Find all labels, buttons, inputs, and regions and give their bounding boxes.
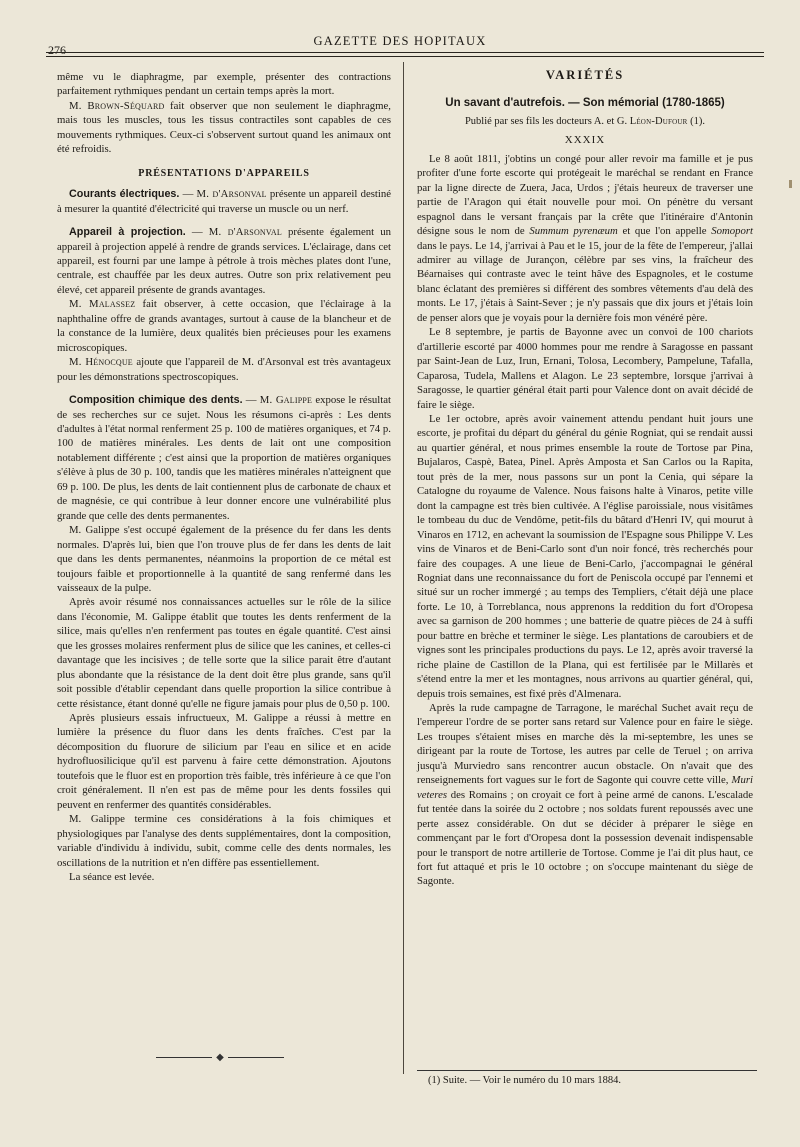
paragraph: même vu le diaphragme, par exemple, présenter des contractions parfaitement rythmiques pendant un certain temps après la mort.	[57, 71, 391, 98]
paragraph-text: des Romains ; on croyait ce fort à peine armé de canons. L'escalade fut tentée dans la soirée du 2 octobre ; nos soldats furent repoussés avec une perte assez considérable. On dut se décider à préparer le siège en commençant par le fort d'Oropesa dont la possession devenait indispensable pour le transport de notre artillerie de Tortose. Comme je l'ai dit plus haut, ce fort fut attaqué et pris le 10 octobre ; on s'occupe maintenant du siège de Sagonte.	[417, 788, 753, 888]
dash: —	[242, 394, 260, 407]
paragraph-text: dans le pays. Le 14, j'arrivai à Pau et le 15, jour de la fête de l'empereur, j'allai admirer au village de Jurançon, célèbre par ses vins, la fraîcheur des Béarnaises qui contraste avec le teint hâve des Espagnoles, et le costume blanc éclatant des premières si différent des sombres vêtements d'au delà des monts. Le 17, j'étais à Saint-Sever ; je n'y passais que dix jours et j'étais loin de penser alors que je voyais pour la dernière fois mon vénéré père.	[417, 239, 753, 324]
paragraph: M. Galippe termine ces considérations à la fois chimiques et physiologiques par l'analyse des dents supplémentaires, dont la composition, variable d'individu à individu, subit, comme celle des dents normales, les oscillations de la nutrition et n'en diffère pas essentiellement.	[57, 813, 391, 869]
dash: —	[179, 188, 197, 201]
paragraph	[417, 152, 753, 325]
subtitle-text: Publié par ses fils les docteurs A. et G.	[464, 115, 630, 127]
paragraph: Après plusieurs essais infructueux, M. Galippe a réussi à mettre en lumière la présence du fluor dans les dents fraîches. C'est par la décomposition du fluorure de silicium par l'eau en silice et en acide hydrofluosilicique qu'il est parvenu à faire cette démonstration. Ajoutons toutefois que le fluor est en proportion très faible, très inférieure à ce que l'on croit généralement. Il n'en est pas de même pour les dents fossiles qui peuvent en renfermer des quantités considérables.	[57, 712, 391, 811]
paragraph-text: expose le résultat de ses recherches sur ce sujet. Nous les résumons ci-après : Les dents d'adultes à l'état normal renferment 25 p. 100 de matières organiques, et 74 p. 100 de matières minérales. Les dents de lait ont une composition notablement différente ; c'est ainsi que la proportion de matières organiques s'élève à plus de 30 p. 100, tandis que les matières minérales n'atteignent que 69 p. 100. De plus, les dents de lait contiennent plus de carbonate de chaux et de magnésie, ce qui contribue à leur donner encore une vulnérabilité plus grande que celle des dents permanentes.	[57, 394, 391, 522]
topic-heading: Composition chimique des dents.	[69, 394, 243, 407]
article-title: Un savant d'autrefois. — Son mémorial (1780-1865)	[445, 97, 725, 110]
right-column	[417, 70, 753, 889]
paragraph-text: présente également un appareil à projection appelé à rendre de grands services. L'éclairage, dans cet appareil, est fourni par une lampe à pétrole à trois mèches plates dont l'une, centrale, est chauffée par les deux autres. Outre son prix relativement peu élevé, cet appareil présente de grands avantages.	[57, 226, 391, 296]
paragraph-text: Après la rude campagne de Tarragone, le maréchal Suchet avait reçu de l'empereur l'ordre de se porter sans retard sur Valence pour en faire le siège. Les troupes s'étaient mises en marche dès la mi-septembre, les unes se dirigeant par la route de Tortose, les autres par celle de Teruel ; on arriva jusqu'à Murviedro sans rencontrer aucun obstacle. On n'avait que des renseignements fort vagues sur le fort de Sagonte qui couvre cette ville,	[417, 702, 753, 787]
running-title: GAZETTE DES HOPITAUX	[313, 34, 487, 48]
spacer	[57, 384, 391, 393]
author-name: Léon-Dufour	[629, 115, 688, 127]
paragraph	[417, 701, 753, 889]
section-heading: VARIÉTÉS	[545, 68, 625, 82]
italic-term: Muri veteres	[417, 774, 753, 801]
speaker-name: M. d'Arsonval	[208, 226, 282, 239]
article-subtitle	[417, 115, 753, 129]
paragraph	[57, 99, 391, 157]
speaker-name: M. Malassez	[69, 298, 136, 311]
speaker-name: M. Brown-Séquard	[69, 99, 165, 112]
topic-heading: Appareil à projection.	[69, 226, 186, 239]
footnote-rule	[417, 1070, 757, 1071]
paragraph: Le 1er octobre, après avoir vainement attendu pendant huit jours une escorte, je profitai du départ du général du génie Rogniat, qui se rendait aussi au quartier général, et nous primes ensemble la route de Tortose par Pina, Bujalaros, Caspè, Batea, Pinel. Après Amposta et San Carlos ou la Rapita, tout près de la mer, nous passons sur un pont la Cenia, qui sépare la Catalogne du royaume de Valence. Nous faisons halte à Vinaros, petite ville dont la campagne est très bien cultivée. A l'église paroissiale, nous visitâmes le tombeau du duc de Vendôme, petit-fils du bâtard d'Henri IV, qui mourut à Vinaros en 1712, en achevant la soumission de l'Espagne sous Philippe V. Les vins de Vinaros et de Beni-Carlo sont d'un noir foncé, très recherchés pour faire des coupages. A une lieue de Beni-Carlo, j'accompagnai le général Rogniat dans une reconnaissance du fort de Peniscola occupé par l'ennemi et situé sur un rocher immergé ; au temps des Templiers, c'était déjà une place forte. Le 10, à Torreblanca, nous apprenons la reddition du fort d'Oropesa avec sa garnison de 200 hommes ; une batterie de quatre pièces de 24 à suffi pour battre en brèche et terminer le siège. Les plantations de caroubiers et de vignes sont les principales productions du pays. Le 12, après avoir traversé la riche plaine de Castillon de la Plana, qui est fertilisée par le Millarès et s'étend entre la mer et les montagnes, nous arrivons au quartier général, qui, depuis trois semaines, est fixé près d'Almenara.	[417, 412, 753, 700]
spacer	[57, 216, 391, 225]
left-column	[57, 70, 391, 884]
paragraph: Après avoir résumé nos connaissances actuelles sur le rôle de la silice dans l'économie, M. Galippe établit que toutes les dents renferment de la silice, mais qu'elles n'en renferment pas toutes en égale quantité. C'est ainsi que les grosses molaires renferment plus de silice que les canines, et celles-ci davantage que les incisives ; de telle sorte que la silice parait être d'autant plus abondante que la résistance de la dent doit être plus grande, sans qu'il soit possible d'établir cependant dans quelle proportion la silice contribue à cette résistance, étant donné qu'elle ne figure jamais pour plus de 0,50 p. 100.	[57, 596, 391, 710]
topic-heading: Courants électriques.	[69, 188, 180, 201]
italic-term: Summum pyrenæum	[529, 225, 618, 238]
paragraph: Le 8 septembre, je partis de Bayonne avec un convoi de 100 chariots d'artillerie escorté par 4000 hommes pour me rendre à Saragosse en passant par Saint-Jean de Luz, Irun, Ernani, Tolosa, Lecombery, Pampelune, Tafalla, Caparosa, Tudela, Mallens et Alagon. Le 23 septembre, lorsque j'arrivai à Saragosse, le quartier général était parti pour Valence dont on avait décidé de faire le siège.	[417, 326, 753, 411]
speaker-name: M. Galippe	[259, 394, 313, 407]
subtitle-text: (1).	[687, 115, 706, 127]
column-divider	[403, 62, 404, 1074]
paragraph	[57, 393, 391, 523]
dash: —	[185, 226, 209, 239]
header-rule-double	[46, 56, 764, 57]
paragraph	[57, 297, 391, 355]
binding-mark	[789, 180, 792, 188]
paragraph: M. Galippe s'est occupé également de la présence du fer dans les dents normales. D'après lui, bien que l'on trouve plus de fer dans les dents de lait que dans les dents permanentes, néanmoins la proportion de ce métal est toujours faible et proportionnelle à la quantité de sang renfermé dans les vaisseaux de la pulpe.	[57, 524, 391, 594]
footnote: (1) Suite. — Voir le numéro du 10 mars 1884.	[428, 1075, 621, 1086]
paragraph-text: présente un appareil destiné à mesurer la quantité d'électricité qui traverse un muscle ou un nerf.	[57, 188, 392, 215]
paragraph-text: fait observer, à cette occasion, que l'éclairage à la naphthaline offre de grands avantages, surtout à cause de la blancheur et de la constance de la lumière, deux qualités bien précieuses pour les examens microscopiques.	[57, 298, 391, 354]
paragraph-text: ajoute que l'appareil de M. d'Arsonval est très avantageux pour les démonstrations spectroscopiques.	[57, 356, 391, 383]
paragraph-text: fait observer que non seulement le diaphragme, mais tous les muscles, tous les tissus contractiles sont capables de ces mouvements rythmiques. Ceux-ci s'observent surtout quand les animaux ont été refroidis.	[57, 99, 391, 156]
header-rule	[46, 52, 764, 53]
closing-line: La séance est levée.	[69, 871, 155, 884]
speaker-name: M. Hénocque	[69, 356, 133, 369]
paragraph-text: et que l'on appelle	[617, 225, 712, 238]
paragraph	[57, 187, 391, 216]
page-number: 276	[48, 43, 66, 57]
end-ornament: ◆	[150, 1052, 290, 1063]
italic-term: Somoport	[711, 225, 753, 238]
paragraph	[57, 225, 391, 297]
section-heading: PRÉSENTATIONS D'APPAREILS	[138, 167, 310, 179]
paragraph	[57, 355, 391, 384]
chapter-number: XXXIX	[564, 134, 606, 147]
paragraph-text: Le 8 août 1811, j'obtins un congé pour aller revoir ma famille et je pus profiter d'une forte escorte qui protégeait le maréchal se rendant en France par la ligne directe de Zuera, Jaca, Urdos ; j'étais heureux de traverser une partie de l'Aragon qui était nouvelle pour moi. On pénètre du versant espagnol dans le versant français par la crête que l'itinéraire d'Antonin désigne sous le nom de	[417, 152, 753, 238]
speaker-name: M. d'Arsonval	[196, 188, 267, 201]
